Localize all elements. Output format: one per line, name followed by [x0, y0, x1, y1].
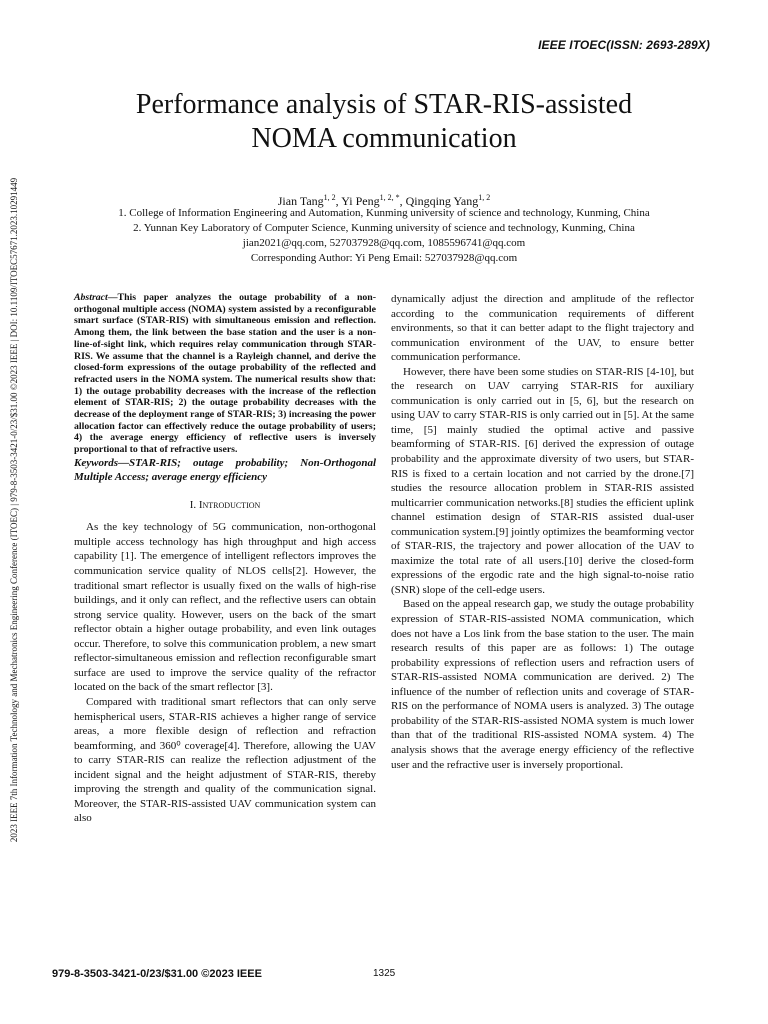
section-heading-introduction: I. Introduction: [189, 498, 261, 511]
affiliations: [40, 206, 728, 266]
author-affil-marker: 1, 2: [478, 193, 491, 202]
author-emails: jian2021@qq.com, 527037928@qq.com, 1085596741@qq.com: [242, 237, 526, 249]
journal-header: IEEE ITOEC(ISSN: 2693-289X): [538, 38, 710, 52]
footer-isbn: 979-8-3503-3421-0/23/$31.00 ©2023 IEEE: [52, 968, 262, 980]
abstract-label: Abstract: [74, 292, 108, 303]
body-paragraph: dynamically adjust the direction and amplitude of the reflector according to the communication requirements of different environments, so that it can better adapt to the flight trajectory and communication environment of the UAV, to ensure better communication performance.: [391, 293, 694, 364]
author-affil-marker: 1, 2: [323, 193, 336, 202]
paper-title: [60, 88, 708, 156]
body-paragraph: Compared with traditional smart reflectors that can only serve hemispherical users, STAR-RIS achieves a higher range of service areas, a more flexible design of reflection and refraction beamforming, and 360⁰ coverage[4]. Therefore, allowing the UAV to carry STAR-RIS can realize the reflection adjustment of the incident signal and the height adjustment of STAR-RIS, thereby improving the strength and quality of the communication signal. Moreover, the STAR-RIS-assisted UAV communication system can also: [74, 695, 376, 825]
right-column: [391, 292, 694, 772]
page-number: 1325: [373, 968, 396, 979]
body-paragraph: As the key technology of 5G communication, non-orthogonal multiple access technology has high throughput and high access capability [1]. The emergence of intelligent reflectors improves the communication service quality of NLOS cells[2]. However, the traditional smart reflector is usually fixed on the walls of high-rise buildings, and it only can reflect, and the reflective users can obtain strong service quality. However, users on the back of the smart reflector obtain a higher outage probability, and even link outages occur. Therefore, to solve this communication problem, a new smart reflector-simultaneous emission and reflection reconfigurable smart surface are used to improve the service quality of the refractor located on the back of the smart reflector [3].: [74, 521, 376, 694]
body-paragraph: Based on the appeal research gap, we study the outage probability expression of STAR-RIS-assisted NOMA communication, which does not have a Los link from the base station to the user. The main research results of this paper are as follows: 1) The outage probability expressions of reflection users and refraction users of STAR-RIS-assisted NOMA communication are derived. 2) The influence of the number of reflection units and coverage of STAR-RIS on the performance of NOMA users is analyzed. 3) The outage probability of the STAR-RIS-assisted NOMA system is much lower than that of the traditional RIS-assisted NOMA system. 4) The analysis shows that the average energy efficiency of the reflective user and the refractive user is inversely proportional.: [391, 598, 694, 771]
author-name: Qingqing Yang: [405, 194, 479, 208]
body-paragraph: However, there have been some studies on STAR-RIS [4-10], but the research on UAV carrying STAR-RIS for auxiliary communication is only carried out in [5, 6], but the research on using UAV to carry STAR-RIS is only carried out in [5]. At the same time, [5] mainly studied the optimal active and passive beamforming of STAR-RIS. [6] derived the expression of outage probability and the approximate diversity of two users, but STAR-RIS is fixed to a certain location and not carried by the drone.[7] studies the resource allocation problem in STAR-RIS assisted multicarrier communication networks.[8] studies the efficient uplink channel estimation design of STAR-RIS assisted dual-user communication system.[9] jointly optimizes the beamforming vector of STAR-RIS, the trajectory and power allocation of the UAV to maximize the total rate of all users.[10] derive the closed-form expressions of the ergodic rate and the high signal-to-noise ratio (SNR) slope of the cell-edge users.: [391, 365, 695, 596]
abstract-text: —This paper analyzes the outage probability of a non-orthogonal multiple access (NOMA) system assisted by a reconfigurable smart surface (STAR-RIS) with simultaneous emission and reflection. Among them, the link between the base station and the user is a non-line-of-sight link, which requires relay communication through STAR-RIS. We assume that the channel is a Rayleigh channel, and derive the closed-form expressions of the outage probability of the reflected and refracted users in the NOMA system. The numerical results show that: 1) the outage probability decreases with the increase of the reflection element of STAR-RIS; 2) the outage probability decreases with the decrease of the deployment range of STAR-RIS; 3) increasing the power allocation factor can effectively reduce the outage probability of users; 4) the average energy efficiency of reflective users is inversely proportional to that of refractive users.: [74, 292, 376, 456]
keywords: Keywords—STAR-RIS; outage probability; Non-Orthogonal Multiple Access; average energy efficiency: [74, 456, 376, 483]
author-name: Jian Tang: [277, 194, 324, 208]
author-list: Jian Tang$^{1, 2}$, Yi Peng$^{1, 2, *}$, Qingqing Yang$^{1, 2}$: [277, 193, 491, 208]
author-affil-marker: 1, 2, *: [379, 193, 400, 202]
corresponding-author: Corresponding Author: Yi Peng Email: 527037928@qq.com: [250, 252, 518, 264]
abstract: [74, 292, 376, 456]
paper-title-line2: NOMA communication: [251, 123, 517, 154]
doi-sidebar: [3, 150, 25, 870]
author-name: Yi Peng: [341, 194, 380, 208]
doi-sidebar-text: 2023 IEEE 7th Information Technology and Mechatronics Engineering Conference (ITOEC) | 979-8-3503-3421-0/23/$31.00 ©2023 IEEE | DOI: 10.1109/ITOEC57671.2023.10291449: [9, 177, 19, 843]
left-column: [74, 292, 376, 826]
affiliation-1: 1. College of Information Engineering and Automation, Kunming university of science and technology, Kunming, China: [118, 207, 650, 219]
paper-title-line1: Performance analysis of STAR-RIS-assisted: [135, 89, 633, 120]
affiliation-2: 2. Yunnan Key Laboratory of Computer Science, Kunming university of science and technology, Kunming, China: [133, 222, 635, 234]
